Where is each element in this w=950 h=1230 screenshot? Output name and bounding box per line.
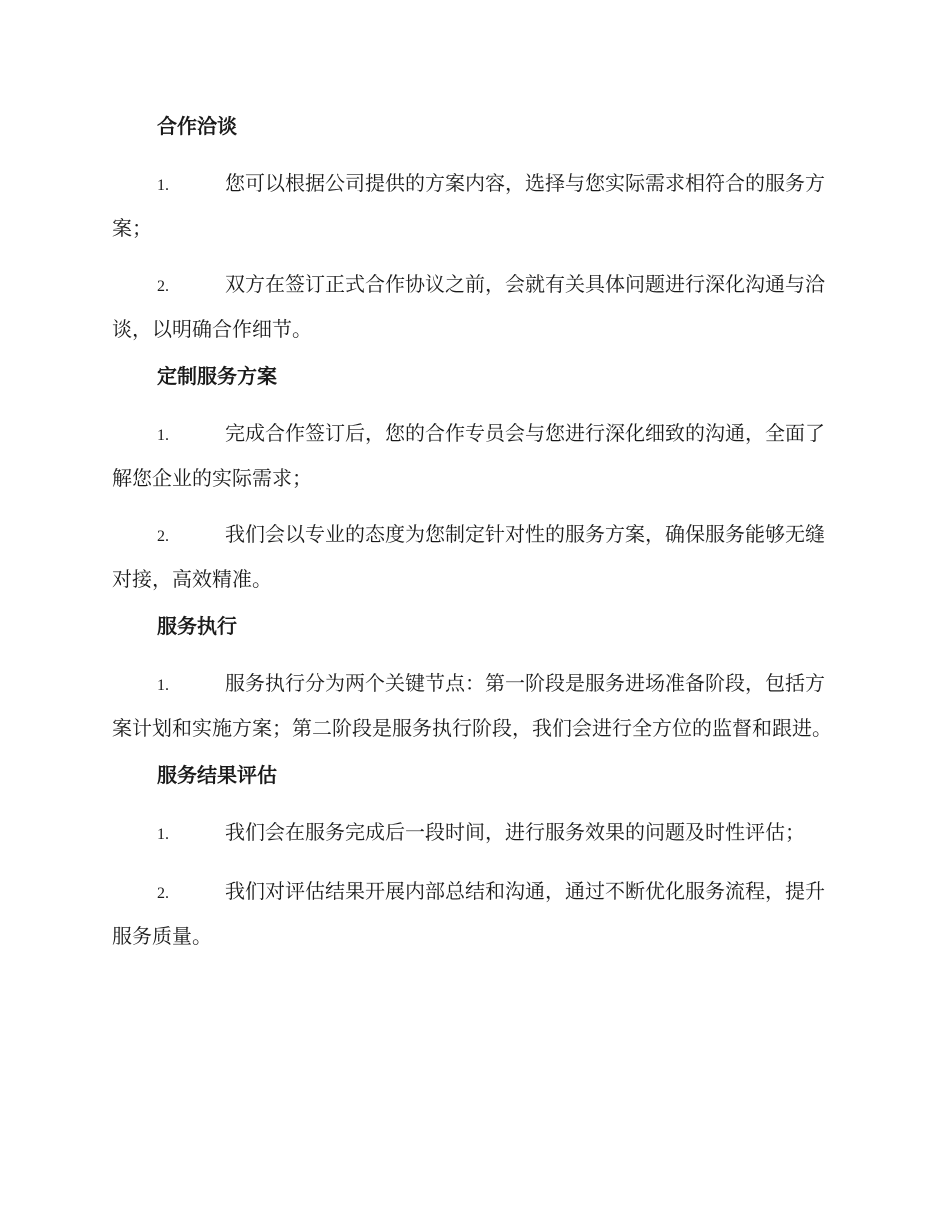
section-heading-negotiation: 合作洽谈 bbox=[157, 114, 237, 138]
item-text: 我们会在服务完成后一段时间，进行服务效果的问题及时性评估； bbox=[225, 820, 805, 844]
list-item bbox=[112, 662, 834, 749]
list-item bbox=[112, 513, 834, 600]
list-item bbox=[112, 870, 834, 957]
item-number: 1. bbox=[157, 826, 169, 843]
item-number: 1. bbox=[157, 427, 169, 444]
document-page bbox=[112, 110, 834, 957]
item-number: 1. bbox=[157, 177, 169, 194]
section-heading-evaluation: 服务结果评估 bbox=[157, 763, 277, 787]
item-text: 双方在签订正式合作协议之前，会就有关具体问题进行深化沟通与洽谈，以明确合作细节。 bbox=[112, 272, 825, 341]
list-item bbox=[112, 263, 834, 350]
item-text: 服务执行分为两个关键节点：第一阶段是服务进场准备阶段，包括方案计划和实施方案；第二阶段是服务执行阶段，我们会进行全方位的监督和跟进。 bbox=[112, 671, 832, 740]
section-heading-custom-plan: 定制服务方案 bbox=[157, 364, 277, 388]
item-text: 我们会以专业的态度为您制定针对性的服务方案，确保服务能够无缝对接，高效精准。 bbox=[112, 522, 825, 591]
section-heading-execution: 服务执行 bbox=[157, 614, 237, 638]
list-item bbox=[112, 412, 834, 499]
list-item bbox=[112, 811, 834, 856]
item-number: 2. bbox=[157, 885, 169, 902]
item-number: 2. bbox=[157, 528, 169, 545]
list-item bbox=[112, 162, 834, 249]
item-text: 您可以根据公司提供的方案内容，选择与您实际需求相符合的服务方案； bbox=[112, 171, 825, 240]
item-text: 我们对评估结果开展内部总结和沟通，通过不断优化服务流程，提升服务质量。 bbox=[112, 879, 825, 948]
item-text: 完成合作签订后，您的合作专员会与您进行深化细致的沟通，全面了解您企业的实际需求； bbox=[112, 421, 825, 490]
item-number: 2. bbox=[157, 278, 169, 295]
item-number: 1. bbox=[157, 677, 169, 694]
